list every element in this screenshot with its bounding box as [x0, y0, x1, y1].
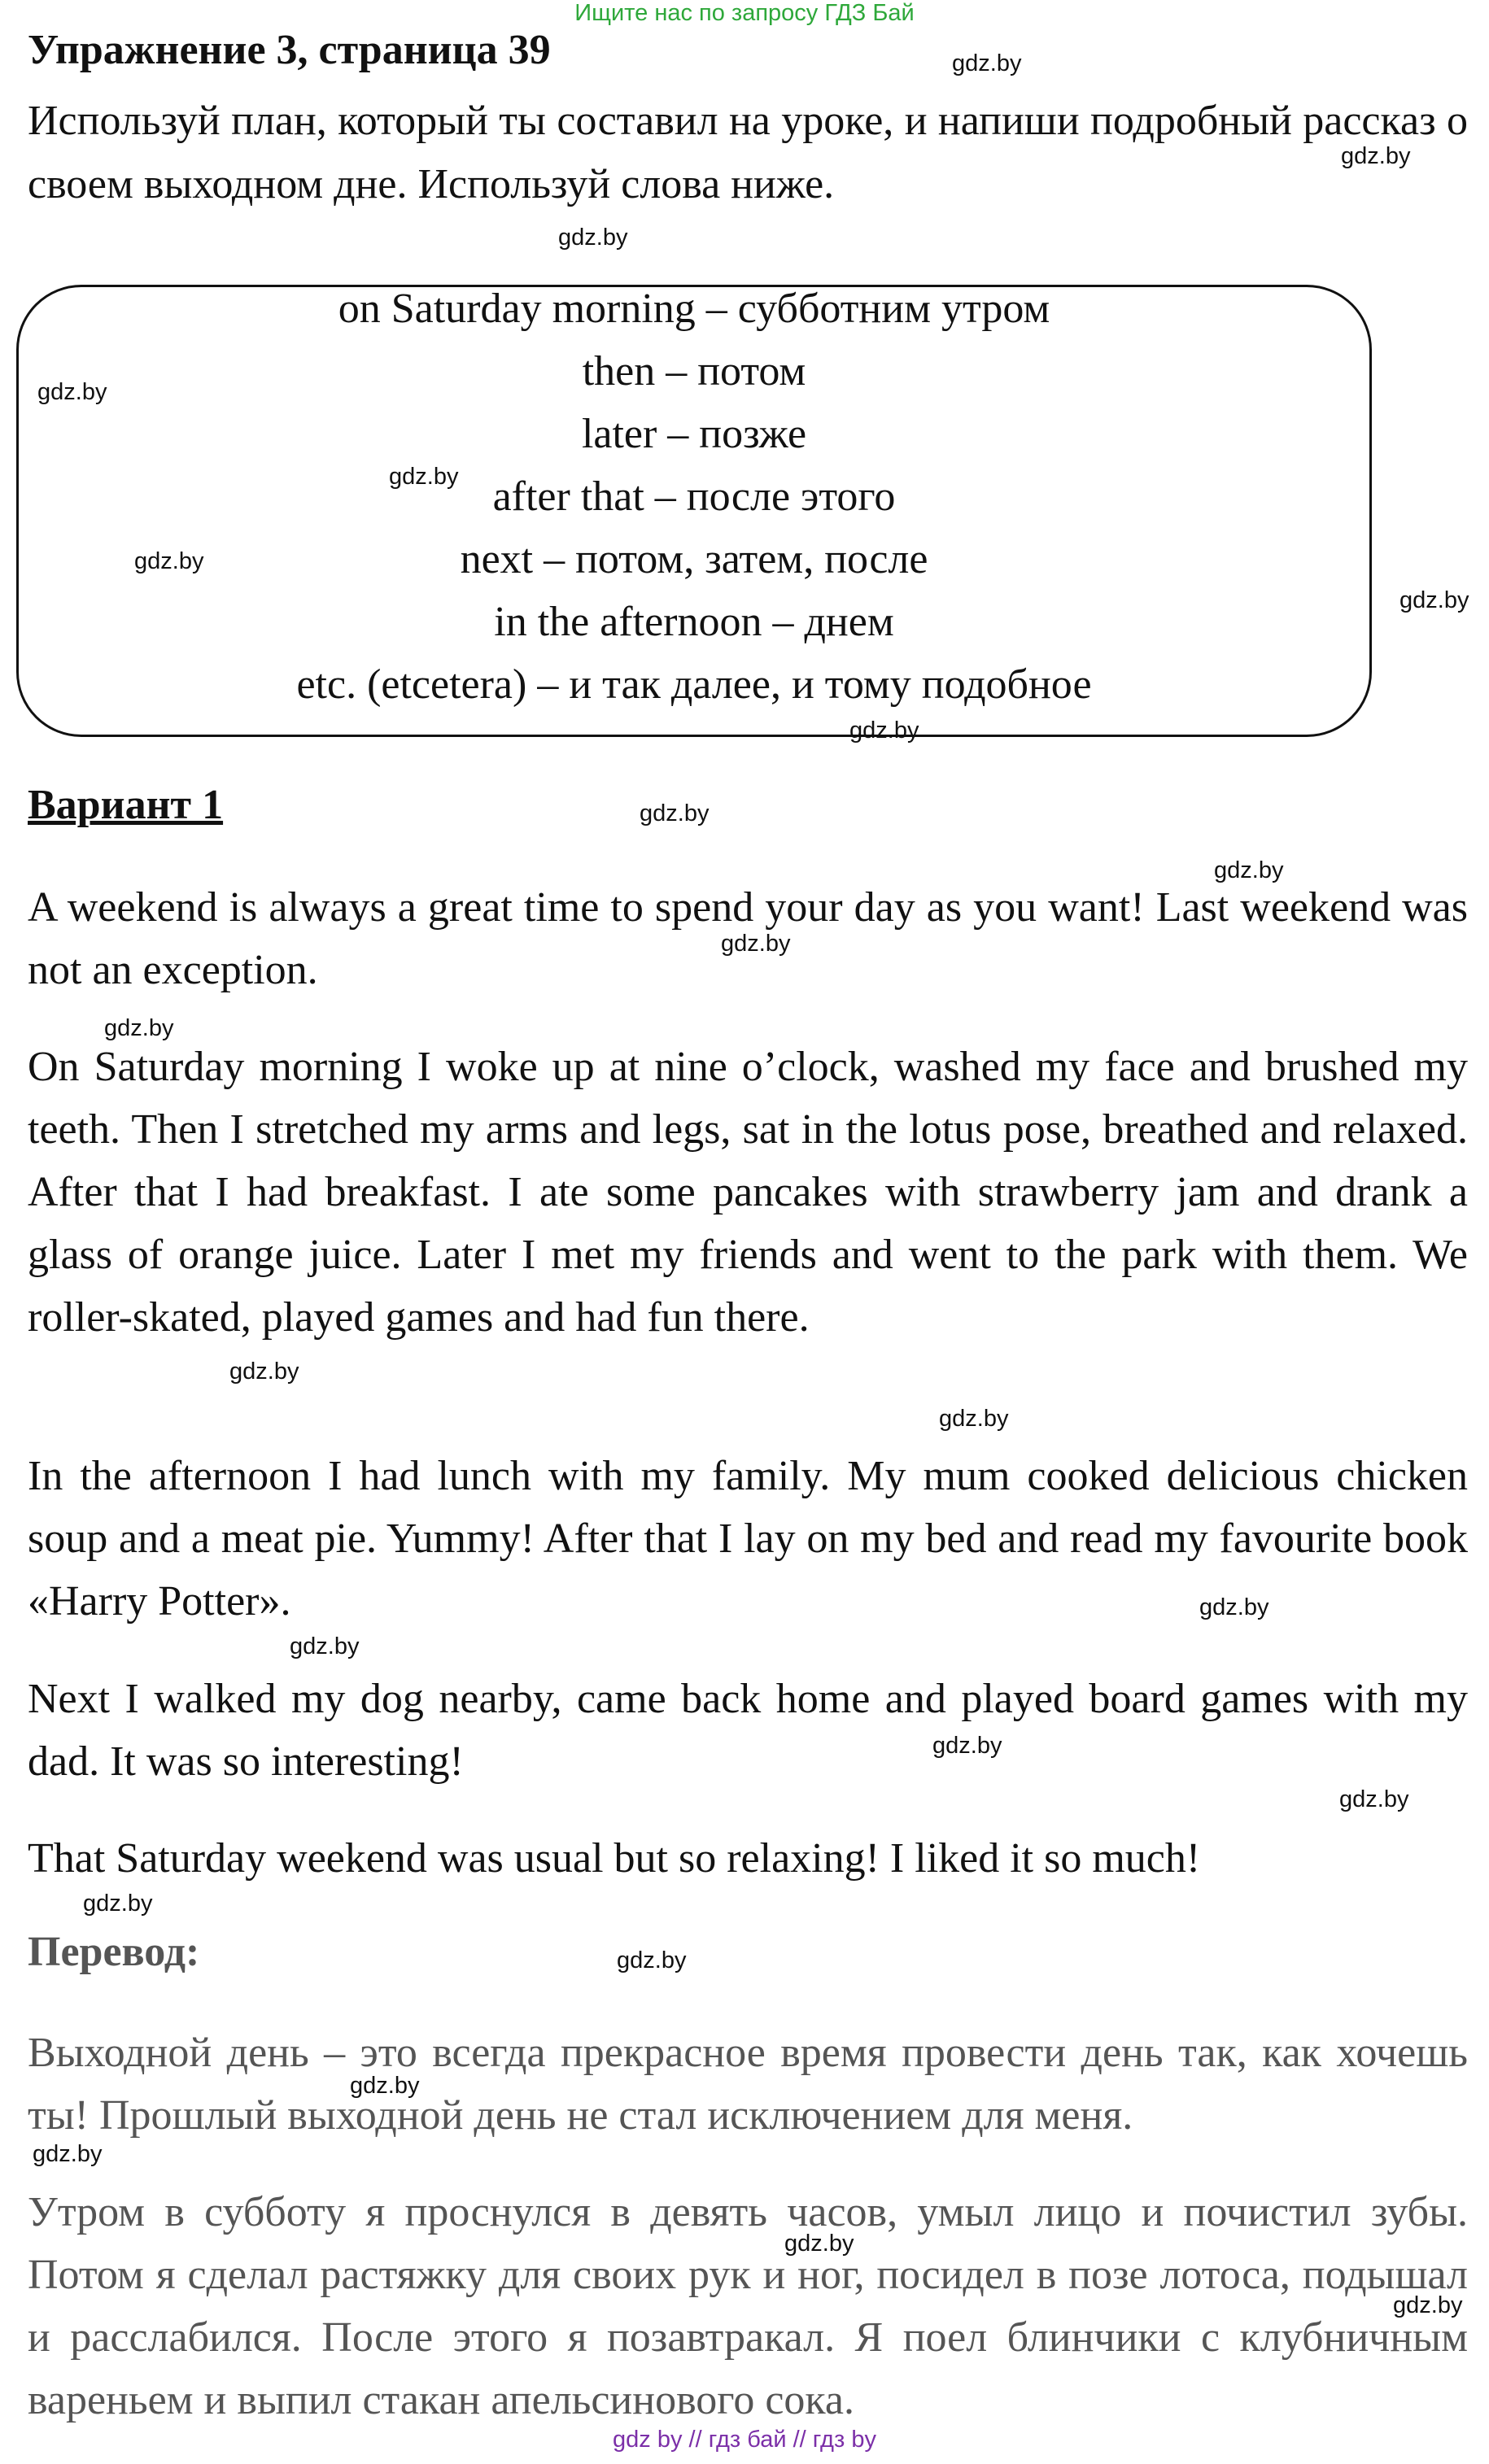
watermark: gdz.by — [1393, 2292, 1463, 2318]
translation-paragraph: Утром в субботу я проснулся в девять часов, умыл лицо и почистил зубы. Потом я сделал растяжку для своих рук и ног, посидел в позе лотоса, подышал и расслабился. После этого я позавтракал. Я поел блинчики с клубничным вареньем и выпил стакан апельсинового сока. — [28, 2189, 1468, 2423]
watermark: gdz.by — [617, 1947, 687, 1973]
watermark: gdz.by — [932, 1733, 1002, 1759]
variant-heading: Вариант 1 — [28, 782, 224, 828]
top-banner[interactable]: Ищите нас по запросу ГДЗ Бай — [574, 0, 915, 26]
vocabulary-item: etc. (etcetera) – и так далее, и тому подобное — [296, 661, 1092, 708]
watermark: gdz.by — [849, 717, 919, 744]
watermark: gdz.by — [1214, 857, 1284, 883]
vocabulary-item: on Saturday morning – субботним утром — [338, 286, 1050, 332]
translation-heading: Перевод: — [28, 1929, 200, 1975]
watermark: gdz.by — [952, 50, 1022, 76]
watermark: gdz.by — [350, 2073, 420, 2099]
watermark: gdz.by — [640, 800, 710, 826]
story-paragraph: In the afternoon I had lunch with my family. My mum cooked delicious chicken soup and a meat pie. Yummy! After that I lay on my bed and read my favourite book «Harry Potter». — [28, 1453, 1468, 1624]
story-paragraph: Next I walked my dog nearby, came back home and played board games with my dad. It was so interesting! — [28, 1676, 1468, 1785]
story-paragraph: On Saturday morning I woke up at nine o’clock, washed my face and brushed my teeth. Then I stretched my arms and legs, sat in the lotus pose, breathed and relaxed. After that I had breakfast. I ate some pancakes with strawberry jam and drank a glass of orange juice. Later I met my friends and went to the park with them. We roller-skated, played games and had fun there. — [28, 1044, 1468, 1341]
story-paragraph: That Saturday weekend was usual but so relaxing! I liked it so much! — [28, 1835, 1201, 1882]
vocabulary-item: after that – после этого — [492, 473, 896, 520]
page-title: Упражнение 3, страница 39 — [28, 27, 551, 73]
task-instruction: Используй план, который ты составил на уроке, и напиши подробный рассказ о своем выходном дне. Используй слова ниже. — [28, 98, 1468, 207]
watermark: gdz.by — [37, 379, 107, 405]
story-paragraph: A weekend is always a great time to spend your day as you want! Last weekend was not an exception. — [28, 884, 1468, 993]
watermark: gdz.by — [33, 2141, 103, 2167]
watermark: gdz.by — [83, 1891, 153, 1917]
watermark: gdz.by — [1399, 587, 1469, 613]
watermark: gdz.by — [290, 1633, 360, 1659]
watermark: gdz.by — [1199, 1594, 1269, 1620]
watermark: gdz.by — [229, 1358, 299, 1385]
watermark: gdz.by — [558, 225, 628, 251]
vocabulary-item: in the afternoon – днем — [494, 599, 894, 645]
vocabulary-item: then – потом — [582, 348, 806, 395]
watermark: gdz.by — [784, 2231, 854, 2257]
watermark: gdz.by — [134, 548, 204, 574]
watermark: gdz.by — [721, 931, 791, 957]
watermark: gdz.by — [104, 1015, 174, 1041]
watermark: gdz.by — [389, 464, 459, 490]
footer-links[interactable]: gdz by // гдз бай // гдз by — [613, 2427, 876, 2453]
vocabulary-item: later – позже — [581, 411, 807, 457]
watermark: gdz.by — [939, 1406, 1009, 1432]
vocabulary-item: next – потом, затем, после — [460, 536, 928, 582]
watermark: gdz.by — [1341, 143, 1411, 169]
translation-paragraph: Выходной день – это всегда прекрасное время провести день так, как хочешь ты! Прошлый выходной день не стал исключением для меня. — [28, 2030, 1468, 2139]
watermark: gdz.by — [1339, 1786, 1409, 1812]
